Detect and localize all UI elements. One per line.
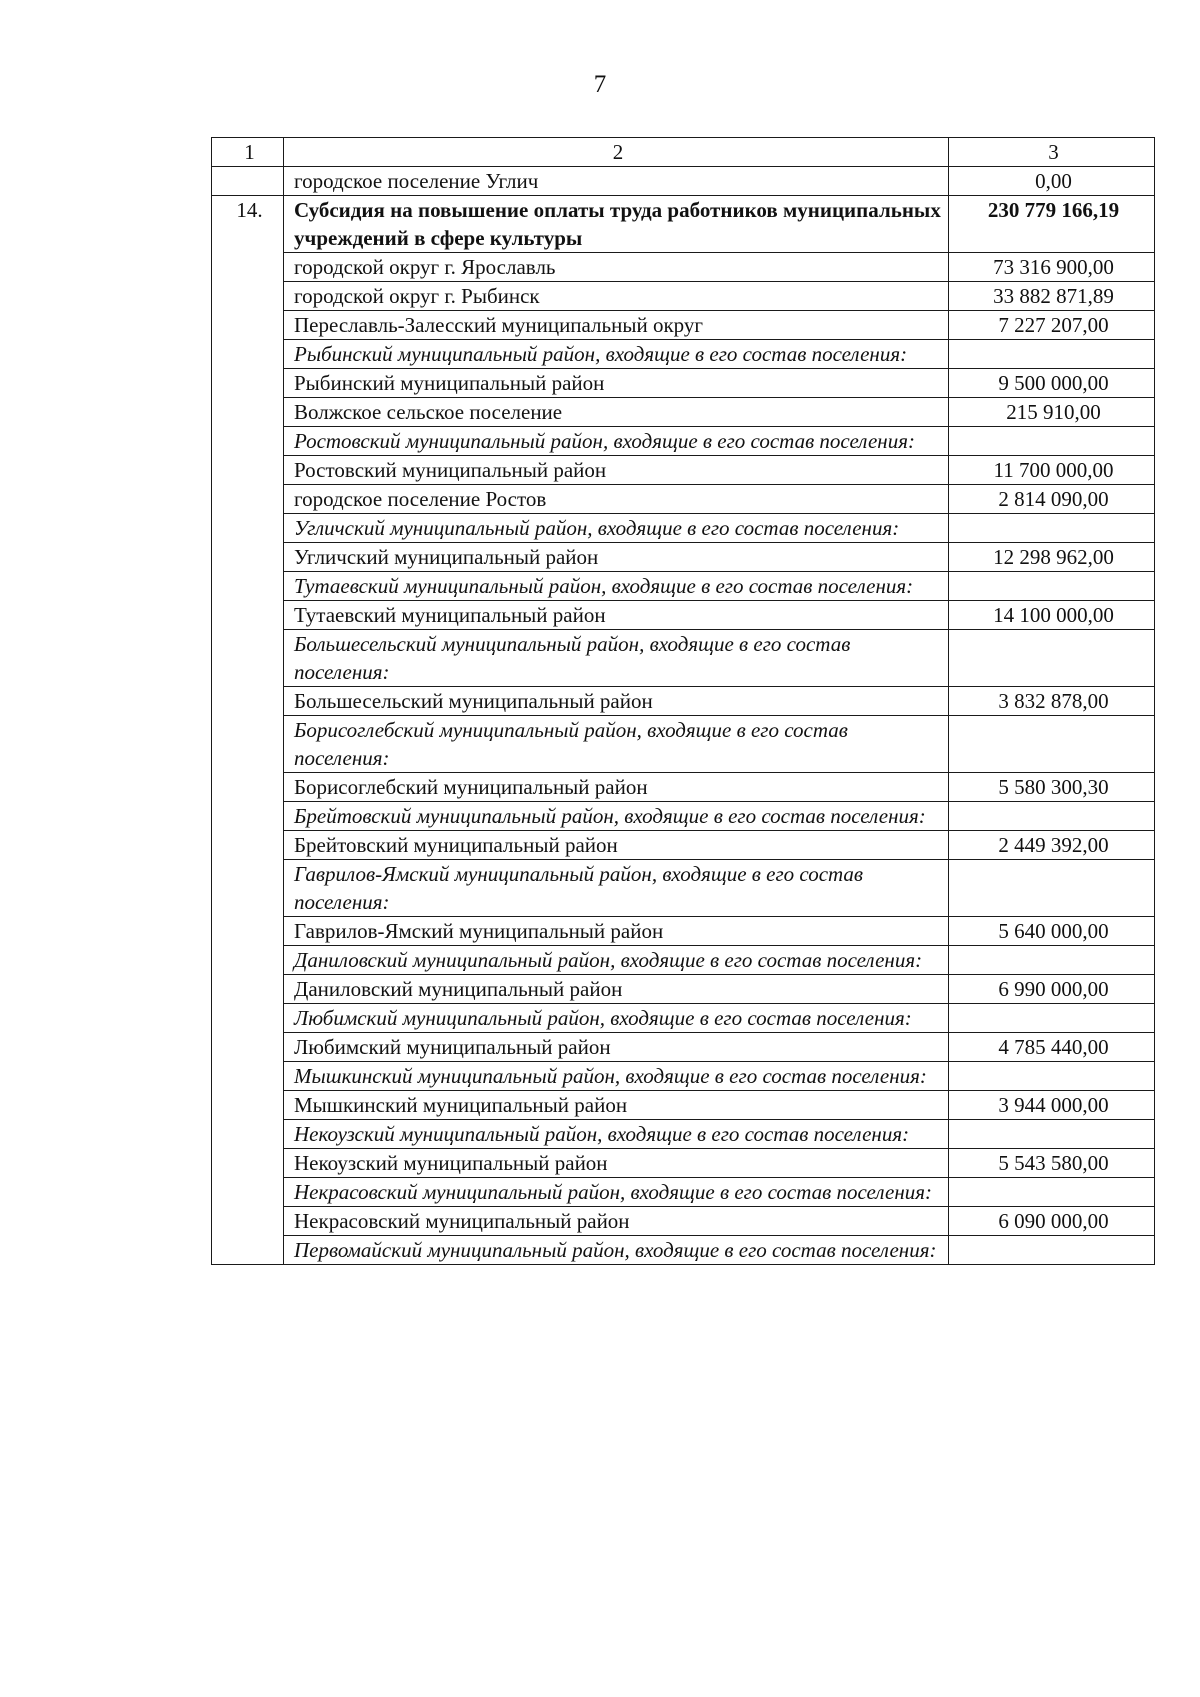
row-value-cell: [949, 1178, 1155, 1207]
row-number-cell: [212, 514, 284, 543]
row-value-cell: [949, 1236, 1155, 1265]
table-row: [212, 946, 1155, 975]
row-value-cell: 73 316 900,00: [949, 253, 1155, 282]
row-number-cell: [212, 543, 284, 572]
row-name-cell: Тутаевский муниципальный район: [284, 601, 949, 630]
row-value-cell: 4 785 440,00: [949, 1033, 1155, 1062]
row-number-cell: [212, 369, 284, 398]
row-value-cell: 3 832 878,00: [949, 687, 1155, 716]
table-row: [212, 340, 1155, 369]
row-name-cell: Ростовский муниципальный район: [284, 456, 949, 485]
row-name-cell: городское поселение Ростов: [284, 485, 949, 514]
row-value-cell: [949, 340, 1155, 369]
row-name-cell: Тутаевский муниципальный район, входящие в его состав поселения:: [284, 572, 949, 601]
subsidy-table: [211, 137, 1155, 1265]
row-name-cell: Мышкинский муниципальный район, входящие в его состав поселения:: [284, 1062, 949, 1091]
row-value-cell: 215 910,00: [949, 398, 1155, 427]
table-body: [212, 138, 1155, 1265]
row-name-cell: Угличский муниципальный район, входящие в его состав поселения:: [284, 514, 949, 543]
table-row: [212, 687, 1155, 716]
table-row: [212, 975, 1155, 1004]
row-name-cell: Некрасовский муниципальный район: [284, 1207, 949, 1236]
table-row: [212, 253, 1155, 282]
row-number-cell: [212, 311, 284, 340]
row-number-cell: [212, 1120, 284, 1149]
row-number-cell: [212, 601, 284, 630]
row-value-cell: 5 640 000,00: [949, 917, 1155, 946]
row-value-cell: [949, 572, 1155, 601]
row-number-cell: [212, 630, 284, 687]
row-name-cell: Борисоглебский муниципальный район: [284, 773, 949, 802]
row-number-cell: [212, 1033, 284, 1062]
table-row: [212, 398, 1155, 427]
row-number-cell: [212, 802, 284, 831]
row-number-cell: [212, 167, 284, 196]
table-row: [212, 630, 1155, 687]
row-number-cell: [212, 831, 284, 860]
row-name-cell: Угличский муниципальный район: [284, 543, 949, 572]
row-value-cell: [949, 1120, 1155, 1149]
table-row: [212, 773, 1155, 802]
row-name-cell: Мышкинский муниципальный район: [284, 1091, 949, 1120]
row-value-cell: [949, 802, 1155, 831]
table-row: [212, 1149, 1155, 1178]
row-number-cell: [212, 1004, 284, 1033]
table-row: [212, 1033, 1155, 1062]
row-value-cell: 12 298 962,00: [949, 543, 1155, 572]
table-row: [212, 802, 1155, 831]
row-number-cell: [212, 773, 284, 802]
row-name-cell: Субсидия на повышение оплаты труда работников муниципальных учреждений в сфере культуры: [284, 196, 949, 253]
row-name-cell: Брейтовский муниципальный район, входящие в его состав поселения:: [284, 802, 949, 831]
row-number-cell: [212, 485, 284, 514]
table-row: [212, 1178, 1155, 1207]
table-row: [212, 282, 1155, 311]
row-value-cell: 0,00: [949, 167, 1155, 196]
row-name-cell: Рыбинский муниципальный район: [284, 369, 949, 398]
table-row: [212, 543, 1155, 572]
row-name-cell: Первомайский муниципальный район, входящие в его состав поселения:: [284, 1236, 949, 1265]
page-number: 7: [593, 71, 607, 98]
table-row: [212, 572, 1155, 601]
row-value-cell: 6 990 000,00: [949, 975, 1155, 1004]
column-header-1: 1: [212, 138, 284, 167]
row-value-cell: 5 580 300,30: [949, 773, 1155, 802]
row-value-cell: 6 090 000,00: [949, 1207, 1155, 1236]
row-name-cell: Большесельский муниципальный район, входящие в его состав поселения:: [284, 630, 949, 687]
row-value-cell: [949, 1004, 1155, 1033]
row-value-cell: 2 449 392,00: [949, 831, 1155, 860]
table-row: [212, 1207, 1155, 1236]
column-header-3: 3: [949, 138, 1155, 167]
row-number-cell: [212, 282, 284, 311]
row-value-cell: 33 882 871,89: [949, 282, 1155, 311]
row-name-cell: Волжское сельское поселение: [284, 398, 949, 427]
row-number-cell: [212, 1149, 284, 1178]
row-number-cell: [212, 687, 284, 716]
row-value-cell: [949, 716, 1155, 773]
row-number-cell: [212, 253, 284, 282]
row-name-cell: Некоузский муниципальный район: [284, 1149, 949, 1178]
row-value-cell: [949, 514, 1155, 543]
row-number-cell: [212, 1236, 284, 1265]
row-number-cell: [212, 975, 284, 1004]
row-number-cell: [212, 860, 284, 917]
table-row: [212, 196, 1155, 253]
row-number-cell: [212, 1178, 284, 1207]
row-name-cell: Брейтовский муниципальный район: [284, 831, 949, 860]
row-value-cell: 5 543 580,00: [949, 1149, 1155, 1178]
table-row: [212, 1091, 1155, 1120]
row-value-cell: 11 700 000,00: [949, 456, 1155, 485]
row-name-cell: Ростовский муниципальный район, входящие в его состав поселения:: [284, 427, 949, 456]
table-row: [212, 1062, 1155, 1091]
row-number-cell: [212, 398, 284, 427]
table-row: [212, 1120, 1155, 1149]
row-value-cell: 9 500 000,00: [949, 369, 1155, 398]
row-name-cell: Даниловский муниципальный район, входящие в его состав поселения:: [284, 946, 949, 975]
row-value-cell: 14 100 000,00: [949, 601, 1155, 630]
table-row: [212, 1004, 1155, 1033]
row-value-cell: 7 227 207,00: [949, 311, 1155, 340]
row-name-cell: Гаврилов-Ямский муниципальный район, входящие в его состав поселения:: [284, 860, 949, 917]
row-name-cell: Некоузский муниципальный район, входящие в его состав поселения:: [284, 1120, 949, 1149]
table-row: [212, 601, 1155, 630]
table-row: [212, 369, 1155, 398]
row-number-cell: [212, 456, 284, 485]
row-number-cell: [212, 1091, 284, 1120]
table-row: [212, 514, 1155, 543]
row-number-cell: [212, 1062, 284, 1091]
row-name-cell: городское поселение Углич: [284, 167, 949, 196]
row-number-cell: [212, 716, 284, 773]
row-name-cell: Некрасовский муниципальный район, входящие в его состав поселения:: [284, 1178, 949, 1207]
table-row: [212, 860, 1155, 917]
row-name-cell: Любимский муниципальный район, входящие в его состав поселения:: [284, 1004, 949, 1033]
row-name-cell: городской округ г. Ярославль: [284, 253, 949, 282]
row-number-cell: [212, 572, 284, 601]
row-number-cell: [212, 946, 284, 975]
table-row: [212, 716, 1155, 773]
row-value-cell: [949, 630, 1155, 687]
column-header-2: 2: [284, 138, 949, 167]
row-number-cell: [212, 340, 284, 369]
table-row: [212, 456, 1155, 485]
row-number-cell: [212, 1207, 284, 1236]
row-value-cell: [949, 427, 1155, 456]
row-value-cell: 2 814 090,00: [949, 485, 1155, 514]
row-value-cell: [949, 1062, 1155, 1091]
table-row: [212, 485, 1155, 514]
row-name-cell: Любимский муниципальный район: [284, 1033, 949, 1062]
row-number-cell: [212, 427, 284, 456]
row-number-cell: 14.: [212, 196, 284, 253]
row-name-cell: Борисоглебский муниципальный район, входящие в его состав поселения:: [284, 716, 949, 773]
row-name-cell: Даниловский муниципальный район: [284, 975, 949, 1004]
table-row: [212, 311, 1155, 340]
table-header-row: [212, 138, 1155, 167]
row-name-cell: Гаврилов-Ямский муниципальный район: [284, 917, 949, 946]
table-row: [212, 1236, 1155, 1265]
row-number-cell: [212, 917, 284, 946]
row-name-cell: Переславль-Залесский муниципальный округ: [284, 311, 949, 340]
row-name-cell: Рыбинский муниципальный район, входящие в его состав поселения:: [284, 340, 949, 369]
row-value-cell: 230 779 166,19: [949, 196, 1155, 253]
row-value-cell: 3 944 000,00: [949, 1091, 1155, 1120]
table-row: [212, 831, 1155, 860]
table-row: [212, 167, 1155, 196]
row-name-cell: городской округ г. Рыбинск: [284, 282, 949, 311]
row-value-cell: [949, 860, 1155, 917]
row-name-cell: Большесельский муниципальный район: [284, 687, 949, 716]
table-row: [212, 917, 1155, 946]
row-value-cell: [949, 946, 1155, 975]
table-row: [212, 427, 1155, 456]
